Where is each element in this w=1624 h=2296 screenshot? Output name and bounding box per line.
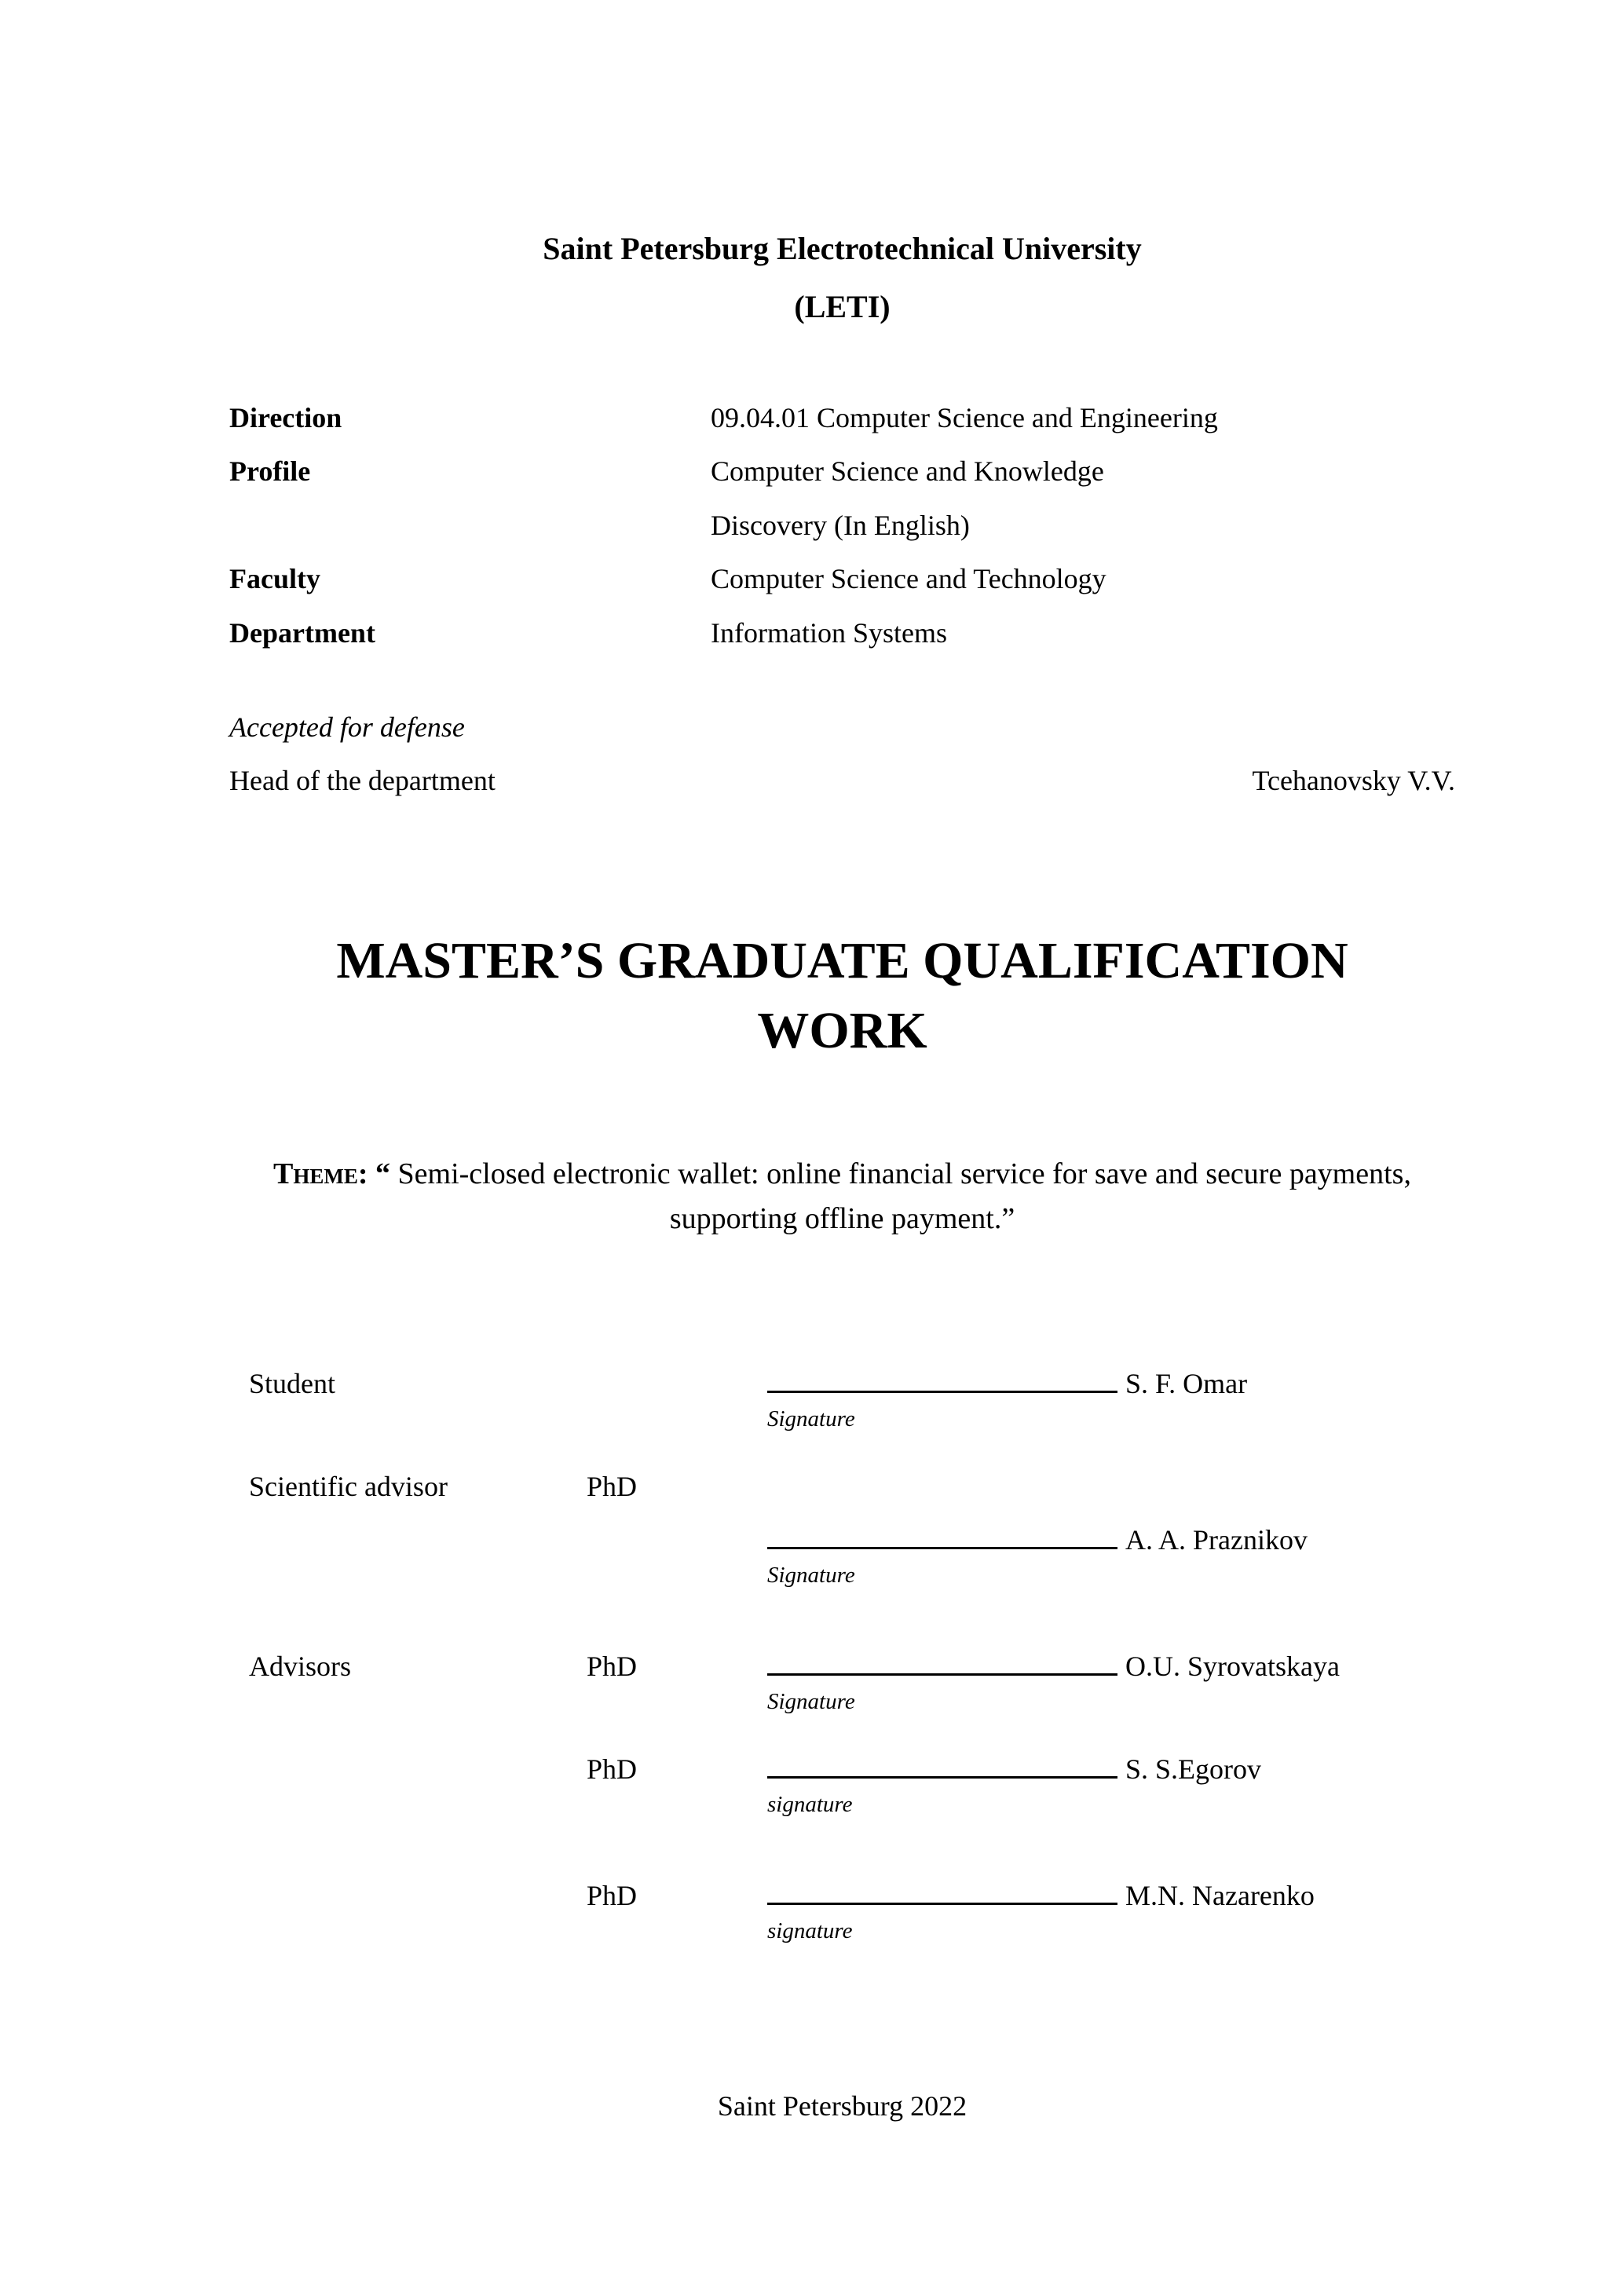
program-info (229, 391, 1455, 660)
defense-block (229, 700, 1455, 808)
signatures-block (229, 1367, 1455, 1944)
signature-name: M.N. Nazarenko (1125, 1879, 1315, 1911)
head-of-department-label: Head of the department (229, 765, 496, 797)
signature-line (767, 1370, 1117, 1393)
university-header (229, 220, 1455, 336)
signature-caption: Signature (767, 1562, 855, 1588)
signature-row-advisor-1 (249, 1650, 1455, 1715)
signature-row-advisor-3 (249, 1879, 1455, 1944)
theme-text: Semi-closed electronic wallet: online financial service for save and secure payments, supporting offline payment.” (397, 1157, 1411, 1235)
signature-name: A. A. Praznikov (1125, 1523, 1308, 1556)
work-title: MASTER’S GRADUATE QUALIFICATION WORK (336, 931, 1348, 1059)
info-label-department: Department (229, 616, 375, 649)
signature-name: S. S.Egorov (1125, 1753, 1262, 1785)
theme-label: Theme: (273, 1157, 368, 1190)
signature-row-scientific-advisor (249, 1470, 1455, 1589)
signature-caption: signature (767, 1791, 853, 1817)
info-label-profile: Profile (229, 455, 311, 488)
theme-open-quote: “ (375, 1157, 391, 1190)
signature-caption: Signature (767, 1688, 855, 1714)
signature-line (767, 1756, 1117, 1779)
signature-line (767, 1526, 1117, 1549)
signature-degree: PhD (587, 1470, 638, 1502)
signature-role: Scientific advisor (249, 1470, 448, 1502)
info-label-direction: Direction (229, 402, 342, 433)
university-name: Saint Petersburg Electrotechnical University (543, 231, 1142, 266)
signature-role: Student (249, 1367, 336, 1399)
signature-degree: PhD (587, 1879, 638, 1911)
signature-degree: PhD (587, 1753, 638, 1785)
head-of-department-name: Tcehanovsky V.V. (1252, 765, 1455, 797)
info-value-profile: Computer Science and Knowledge Discovery (In English) (711, 455, 1104, 541)
accepted-for-defense: Accepted for defense (229, 711, 465, 743)
university-abbr: (LETI) (794, 289, 891, 324)
info-value-direction: 09.04.01 Computer Science and Engineering (711, 402, 1218, 433)
info-label-faculty: Faculty (229, 563, 320, 595)
signature-row-advisor-2 (249, 1753, 1455, 1818)
info-value-faculty: Computer Science and Technology (711, 563, 1106, 595)
signature-name: O.U. Syrovatskaya (1125, 1650, 1340, 1682)
signature-line (767, 1882, 1117, 1905)
signature-role: Advisors (249, 1650, 352, 1682)
signature-name: S. F. Omar (1125, 1367, 1248, 1399)
theme-paragraph (262, 1152, 1424, 1241)
signature-caption: signature (767, 1918, 853, 1943)
head-of-department-row (229, 754, 1455, 807)
signature-degree: PhD (587, 1650, 638, 1682)
signature-line (767, 1653, 1117, 1676)
footer-city-year: Saint Petersburg 2022 (717, 2089, 967, 2122)
info-value-department: Information Systems (711, 616, 947, 649)
signature-row-student (249, 1367, 1455, 1432)
signature-caption: Signature (767, 1406, 855, 1431)
